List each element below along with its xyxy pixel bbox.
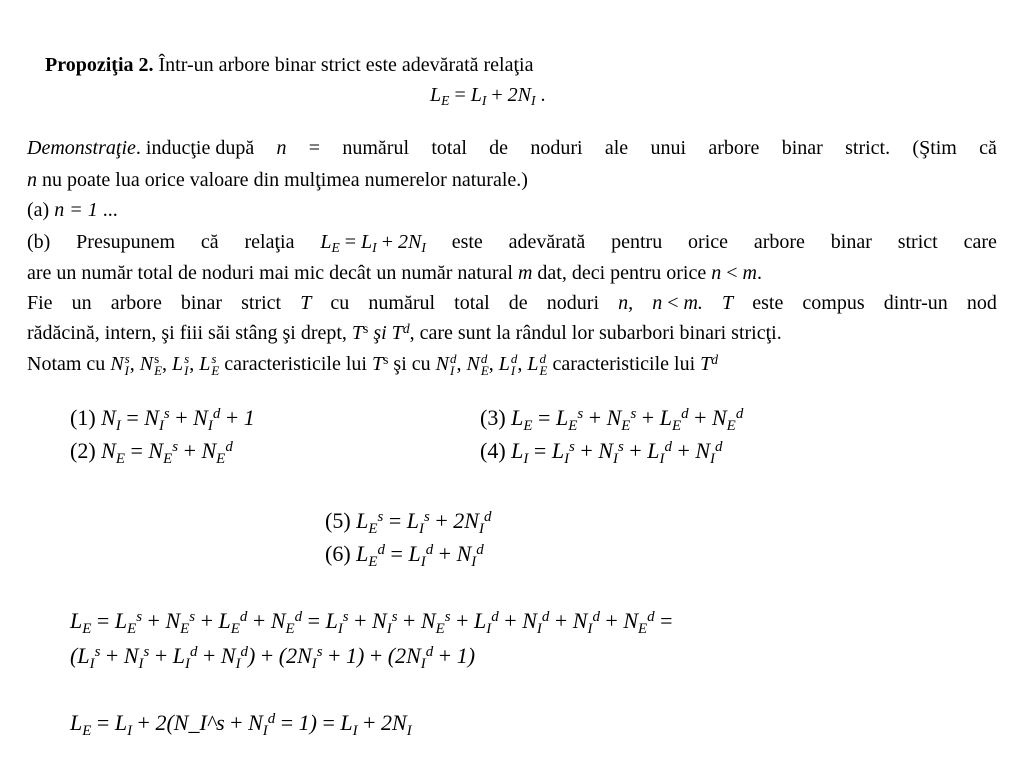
equation-5: (5) $L_E^s = L_I^s + 2N_I^d$ xyxy=(325,508,492,537)
equation-2: (2) $N_E = N_E^s + N_E^d$ xyxy=(70,438,233,467)
equation-4: (4) $L_I = L_I^s + N_I^s + L_I^d + N_I^d$ xyxy=(480,438,723,467)
conclusion: $L_E = L_I$ + 2(N_I^s + $N_I^d = 1) = L_I + 2N_I$ xyxy=(70,710,412,739)
body-line-1: Fie un arbore binar strict T cu numărul total de noduri n, n < m. T este compus dintr-un nod xyxy=(27,292,997,314)
proposition-title xyxy=(45,55,533,75)
equation-3: (3) $L_E = L_E^s + N_E^s + L_E^d + N_E^d$ xyxy=(480,405,744,434)
proposition-text: Într-un arbore binar strict este adevărată relaţia xyxy=(153,54,534,76)
proof-line-2: n nu poate lua orice valoare din mulţimea numerelor naturale.) xyxy=(27,169,528,191)
proposition-label: Propoziţia 2. xyxy=(45,54,154,76)
case-b-line-1: (b) Presupunem că relaţia $L_E = L_I + 2N_I$ este adevărată pentru orice arbore binar strict care xyxy=(27,231,997,256)
case-a: (a) n = 1 ... xyxy=(27,199,118,221)
proof-line-1: Demonstraţie. inducţie după n = numărul total de noduri ale unui arbore binar strict. (Ştim că xyxy=(27,137,997,159)
case-b-line-2: are un număr total de noduri mai mic decât un număr natural m dat, deci pentru orice n < m. xyxy=(27,262,762,284)
derivation-line-1: $L_E = L_E^s + N_E^s + L_E^d + N_E^d = L_I^s + N_I^s + N_E^s + L_I^d + N_I^d + N_I^d + N_E^d$ = xyxy=(70,608,673,637)
body-line-2: rădăcină, intern, şi fiii săi stâng şi drept, $T^s$ şi $T^d$, care sunt la rândul lor subarbori binari stricţi. xyxy=(27,320,782,344)
body-line-3: Notam cu N s I , N s E , L s I , L s E caracteristicile lui $T^s$ şi cu N d I , N d E , L d I , L d E caracteristicile lui $T^d$ xyxy=(27,351,719,379)
equation-1: (1) $N_I = N_I^s + N_I^d + 1$ xyxy=(70,405,255,434)
main-relation: $L_E = L_I + 2N_I$ . xyxy=(430,84,546,109)
derivation-line-2: $(L_I^s + N_I^s + L_I^d + N_I^d) + (2N_I^s + 1) + (2N_I^d + 1)$ xyxy=(70,643,476,672)
equation-6: (6) $L_E^d = L_I^d + N_I^d$ xyxy=(325,541,484,570)
